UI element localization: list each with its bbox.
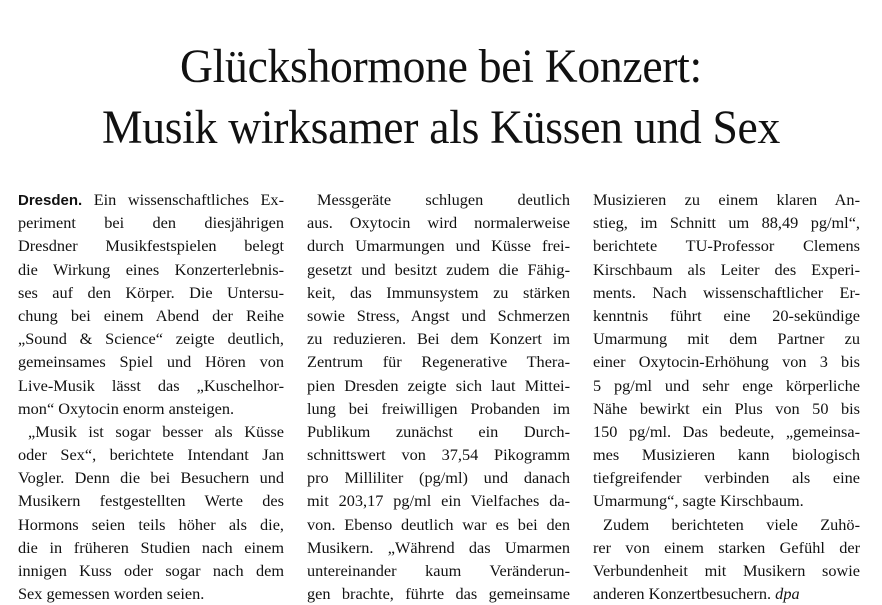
text-line: gesetzt und besitzt zudem die Fähig- — [307, 259, 570, 279]
text-fragment: Ein wissenschaftliches Ex- — [82, 190, 284, 209]
text-line: kenntnis führt eine 20-sekündige — [593, 305, 860, 325]
text-line: periment bei den diesjährigen — [18, 213, 284, 233]
text-line: mit 203,17 pg/ml ein Vielfaches da- — [307, 491, 570, 511]
text-line: sowie Stress, Angst und Schmerzen — [307, 305, 570, 325]
text-line: Kirschbaum als Leiter des Experi- — [593, 259, 860, 279]
text-line: berichtete TU-Professor Clemens — [593, 236, 860, 256]
text-line: Zentrum für Regenerative Thera- — [307, 352, 570, 372]
text-line: Live-Musik lässt das „Kuschelhor- — [18, 375, 284, 395]
text-line — [18, 188, 284, 211]
text-line: Musikern festgestellten Werte des — [18, 491, 284, 511]
text-line: pro Milliliter (pg/ml) und danach — [307, 468, 570, 488]
text-line: Nähe bewirkt ein Plus von 50 bis — [593, 398, 860, 418]
text-line: Dresdner Musikfestspielen belegt — [18, 236, 284, 256]
text-line: pien Dresden zeigte sich laut Mittei- — [307, 375, 570, 395]
text-line: stieg, im Schnitt um 88,49 pg/ml“, — [593, 213, 860, 233]
text-line: Umarmung mit dem Partner zu — [593, 329, 860, 349]
text-line: ses auf den Körper. Die Untersu- — [18, 282, 284, 302]
text-line: „Sound & Science“ zeigte deutlich, — [18, 329, 284, 349]
text-line: gen brachte, führte das gemeinsame — [307, 584, 570, 604]
text-line: chung bei einem Abend der Reihe — [18, 305, 284, 325]
text-line: durch Umarmungen und Küsse frei- — [307, 236, 570, 256]
article-column-3 — [593, 188, 860, 605]
text-line: oder Sex“, berichtete Intendant Jan — [18, 445, 284, 465]
text-line: Vogler. Denn die bei Besuchern und — [18, 468, 284, 488]
text-line: die in früheren Studien nach einem — [18, 537, 284, 557]
text-line: lung bei freiwilligen Probanden im — [307, 398, 570, 418]
text-line: Hormons seien teils höher als die, — [18, 514, 284, 534]
text-line — [593, 582, 860, 605]
headline-line-1: Glückshormone bei Konzert: — [180, 40, 702, 93]
text-line: Zudem berichteten viele Zuhö- — [603, 514, 860, 534]
text-line: Verbundenheit mit Musikern sowie — [593, 561, 860, 580]
text-line: 5 pg/ml und sehr enge körperliche — [593, 375, 860, 395]
headline — [22, 36, 860, 158]
text-fragment: anderen Konzertbesuchern. — [593, 584, 776, 604]
text-line: rer von einem starken Gefühl der — [593, 537, 860, 557]
text-line: ments. Nach wissenschaftlicher Er- — [593, 282, 860, 302]
text-line: Sex gemessen worden seien. — [18, 584, 205, 604]
text-line: zu reduzieren. Bei dem Konzert im — [307, 329, 570, 349]
text-line: einer Oxytocin-Erhöhung von 3 bis — [593, 352, 860, 372]
text-line: aus. Oxytocin wird normalerweise — [307, 213, 570, 233]
text-line: tiefgreifender verbinden als eine — [593, 468, 860, 488]
text-line: Umarmung“, sagte Kirschbaum. — [593, 491, 804, 511]
text-line: die Wirkung eines Konzerterlebnis- — [18, 259, 284, 279]
text-line: Publikum zunächst ein Durch- — [307, 421, 570, 441]
text-line: keit, das Immunsystem zu stärken — [307, 282, 570, 302]
text-line: innigen Kuss oder sogar nach dem — [18, 561, 284, 580]
text-line: schnittswert von 37,54 Pikogramm — [307, 445, 570, 465]
text-line: 150 pg/ml. Das bedeute, „gemeinsa- — [593, 421, 860, 441]
text-line: Messgeräte schlugen deutlich — [317, 190, 570, 209]
text-line: Musikern. „Während das Umarmen — [307, 537, 570, 557]
text-line: mon“ Oxytocin enorm ansteigen. — [18, 398, 235, 418]
headline-line-2: Musik wirksamer als Küssen und Sex — [101, 101, 781, 154]
text-line: „Musik ist sogar besser als Küsse — [28, 421, 284, 441]
text-line: untereinander kaum Veränderun- — [307, 561, 570, 580]
article-column-2 — [307, 188, 570, 605]
dateline: Dresden. — [18, 192, 83, 209]
text-line: von. Ebenso deutlich war es bei den — [307, 514, 570, 534]
text-line: Musizieren zu einem klaren An- — [593, 190, 860, 209]
text-line: gemeinsames Spiel und Hören von — [18, 352, 284, 372]
agency-credit: dpa — [775, 584, 800, 604]
text-line: mes Musizieren kann biologisch — [593, 445, 860, 465]
article-column-1 — [18, 188, 284, 605]
